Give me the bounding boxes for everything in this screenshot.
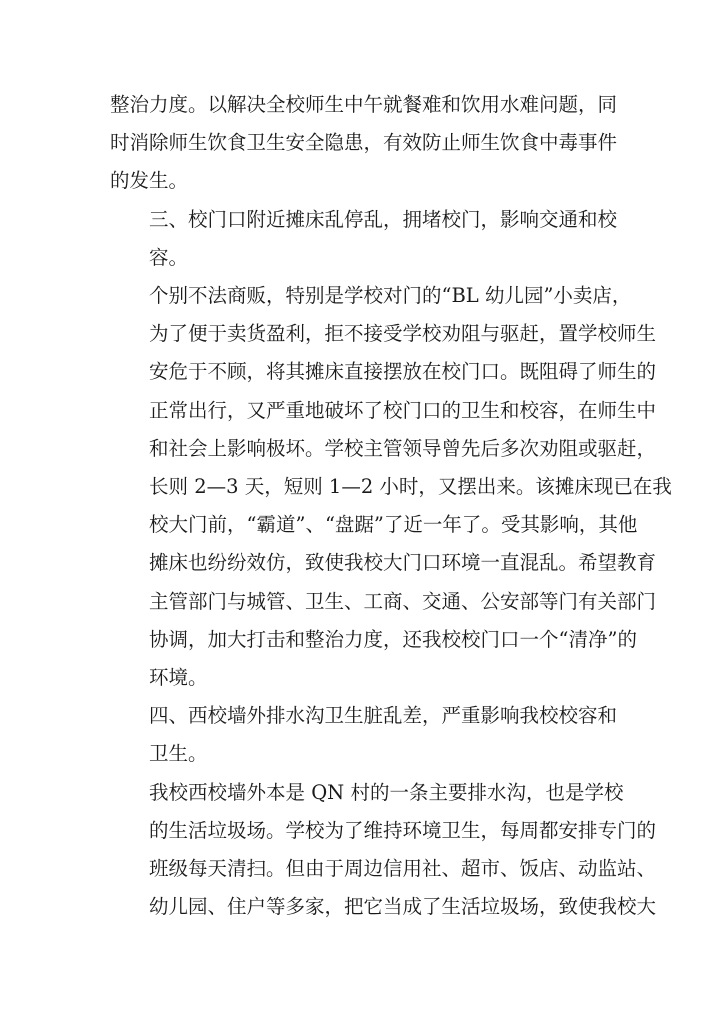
paragraph-line: 正常出行，又严重地破坏了校门口的卫生和校容，在师生中 xyxy=(149,398,657,422)
paragraph-line: 的发生。 xyxy=(110,169,189,193)
section-heading-3 xyxy=(110,201,618,277)
paragraph-line: 主管部门与城管、卫生、工商、交通、公安部等门有关部门 xyxy=(149,589,657,613)
paragraph-line: 校大门前，“霸道”、“盘踞”了近一年了。受其影响，其他 xyxy=(149,513,638,537)
paragraph-1 xyxy=(110,86,618,201)
paragraph-line: 我校西校墙外本是 QN 村的一条主要排水沟，也是学校 xyxy=(149,780,624,804)
section-heading-4 xyxy=(110,697,618,773)
paragraph-line: 个别不法商贩，特别是学校对门的“BL 幼儿园”小卖店， xyxy=(149,284,632,308)
document-page xyxy=(110,86,672,926)
paragraph-3 xyxy=(110,277,672,697)
paragraph-line: 和社会上影响极坏。学校主管领导曾先后多次劝阻或驱赶， xyxy=(149,436,657,460)
paragraph-line: 幼儿园、住户等多家，把它当成了生活垃圾场，致使我校大 xyxy=(149,895,657,919)
heading-line: 三、校门口附近摊床乱停乱，拥堵校门，影响交通和校 xyxy=(149,207,618,231)
heading-line: 卫生。 xyxy=(149,742,208,766)
paragraph-line: 长则 2—3 天，短则 1—2 小时，又摆出来。该摊床现已在我 xyxy=(149,475,672,499)
paragraph-line: 班级每天清扫。但由于周边信用社、超市、饭店、动监站、 xyxy=(149,857,657,881)
paragraph-line: 整治力度。以解决全校师生中午就餐难和饮用水难问题，同 xyxy=(110,93,618,116)
paragraph-line: 安危于不顾，将其摊床直接摆放在校门口。既阻碍了师生的 xyxy=(149,360,657,384)
heading-line: 容。 xyxy=(149,245,189,269)
paragraph-line: 的生活垃圾场。学校为了维持环境卫生，每周都安排专门的 xyxy=(149,818,657,842)
paragraph-line: 协调，加大打击和整治力度，还我校校门口一个“清净”的 xyxy=(149,627,637,651)
paragraph-line: 为了便于卖货盈利，拒不接受学校劝阻与驱赶，置学校师生 xyxy=(149,322,657,346)
paragraph-line: 时消除师生饮食卫生安全隐患，有效防止师生饮食中毒事件 xyxy=(110,131,618,155)
heading-line: 四、西校墙外排水沟卫生脏乱差，严重影响我校校容和 xyxy=(149,704,618,728)
paragraph-line: 环境。 xyxy=(149,666,208,690)
paragraph-line: 摊床也纷纷效仿，致使我校大门口环境一直混乱。希望教育 xyxy=(149,551,657,575)
paragraph-5 xyxy=(110,774,657,927)
